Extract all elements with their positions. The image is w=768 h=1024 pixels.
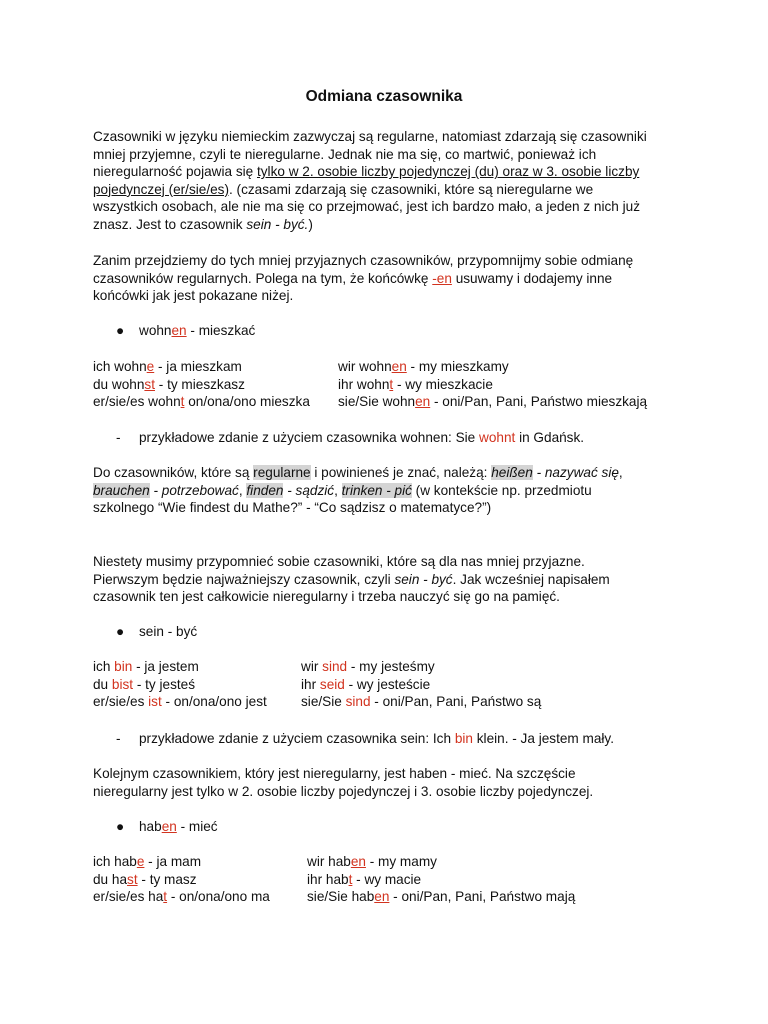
- verb-form: ist: [148, 694, 162, 709]
- conjugation-ihr-wohnen: [338, 376, 493, 394]
- text-line: końcówki jak jest pokazane niżej.: [93, 288, 294, 304]
- text-line: [93, 163, 683, 181]
- italic-highlighted-text: brauchen: [93, 482, 150, 498]
- verb-meaning: - mieć: [176, 819, 218, 834]
- text-span: ich: [93, 659, 115, 674]
- text-span: klein. - Ja jestem mały.: [472, 731, 614, 746]
- verb-form: sind: [345, 694, 371, 709]
- conjugation-er-haben: [93, 888, 270, 906]
- underlined-text: tylko w 2. osobie liczby pojedynczej (du) oraz w 3. osobie liczby: [256, 164, 640, 180]
- text-span: - ty masz: [137, 872, 197, 887]
- verb-stem: wohn: [139, 323, 172, 338]
- text-span: - oni/Pan, Pani, Państwo mają: [389, 889, 576, 904]
- text-span: du ha: [93, 872, 128, 887]
- text-span: przykładowe zdanie z użyciem czasownika sein: Ich: [139, 731, 455, 746]
- text-span: er/sie/es: [93, 694, 149, 709]
- conjugation-ich-haben: [93, 853, 201, 871]
- verb-ending: en: [374, 889, 390, 904]
- example-sein: [116, 730, 614, 748]
- text-span: wir: [301, 659, 323, 674]
- conjugation-wir-sein: [301, 658, 435, 676]
- text-span: - oni/Pan, Pani, Państwo mieszkają: [430, 394, 648, 409]
- text-span: . Jak wcześniej napisałem: [452, 571, 610, 587]
- text-span: ,: [238, 482, 247, 498]
- verb-ending: en: [391, 359, 407, 374]
- irregular-verbs-paragraph: [93, 553, 683, 606]
- verb-ending: t: [389, 377, 394, 392]
- text-line: [93, 464, 683, 482]
- verb-form: bist: [111, 677, 134, 692]
- verb-ending: e: [146, 359, 155, 374]
- text-line: nieregularny jest tylko w 2. osobie liczby pojedynczej i 3. osobie liczby pojedynczej.: [93, 783, 594, 799]
- text-span: sie/Sie: [301, 694, 346, 709]
- text-span: - wy jesteście: [344, 677, 431, 692]
- text-span: wir wohn: [338, 359, 392, 374]
- text-span: sie/Sie hab: [307, 889, 375, 904]
- text-span: in Gdańsk.: [515, 430, 585, 445]
- text-span: - wy macie: [352, 872, 422, 887]
- text-span: ich wohn: [93, 359, 147, 374]
- example-wohnen: [116, 429, 584, 447]
- haben-intro-paragraph: [93, 765, 683, 800]
- text-span: - oni/Pan, Pani, Państwo są: [370, 694, 542, 709]
- text-line: [93, 571, 683, 589]
- verb-ending: en: [161, 819, 177, 834]
- verb-label: sein - być: [139, 624, 198, 639]
- italic-text: - potrzebować: [149, 482, 239, 498]
- italic-highlighted-text: heißen: [491, 465, 533, 480]
- text-line: szkolnego “Wie findest du Mathe?” - “Co sądzisz o matematyce?”): [93, 500, 492, 516]
- document-title: Odmiana czasownika: [305, 88, 463, 105]
- conjugation-er-sein: [93, 693, 267, 711]
- text-span: (w kontekście np. przedmiotu: [411, 482, 592, 498]
- italic-highlighted-text: finden: [246, 482, 284, 498]
- text-line: Zanim przejdziemy do tych mniej przyjaznych czasowników, przypomnijmy sobie odmianę: [93, 253, 634, 268]
- text-span: er/sie/es ha: [93, 889, 164, 904]
- text-span: nieregularność pojawia się: [93, 164, 257, 180]
- italic-text: sein - być.: [246, 216, 309, 232]
- highlighted-ending: -en: [432, 270, 452, 286]
- conjugation-du-sein: [93, 676, 195, 694]
- bullet-icon: ●: [116, 323, 125, 338]
- text-span: sie/Sie wohn: [338, 394, 416, 409]
- verb-form: bin: [114, 659, 133, 674]
- conjugation-er-wohnen: [93, 393, 310, 411]
- text-span: usuwamy i dodajemy inne: [451, 270, 613, 286]
- bullet-icon: ●: [116, 624, 125, 639]
- conjugation-wir-haben: [307, 853, 437, 871]
- text-span: ,: [618, 465, 623, 480]
- conjugation-du-haben: [93, 871, 197, 889]
- text-span: - my mamy: [365, 854, 437, 869]
- text-span: du wohn: [93, 377, 145, 392]
- conjugation-ich-sein: [93, 658, 199, 676]
- text-span: - my mieszkamy: [406, 359, 509, 374]
- text-span: wir hab: [307, 854, 351, 869]
- conjugation-wir-wohnen: [338, 358, 509, 376]
- conjugation-ihr-sein: [301, 676, 430, 694]
- text-span: - on/ona/ono jest: [161, 694, 267, 709]
- dash-marker: -: [116, 731, 121, 746]
- verb-ending: t: [348, 872, 353, 887]
- text-span: - my jesteśmy: [347, 659, 435, 674]
- regular-verbs-paragraph: [93, 252, 683, 305]
- text-span: on/ona/ono mieszka: [184, 394, 310, 409]
- text-span: . (czasami zdarzają się czasowniki, które są nieregularne we: [229, 181, 594, 197]
- conjugation-sie-sein: [301, 693, 541, 711]
- verb-form: sind: [322, 659, 348, 674]
- italic-text: sein - być: [394, 571, 453, 587]
- text-span: ich hab: [93, 854, 137, 869]
- text-line: mniej przyjemne, czyli te nieregularne. Jednak nie ma się, co martwić, ponieważ ich: [93, 146, 597, 162]
- text-span: - ja mieszkam: [154, 359, 242, 374]
- bullet-icon: ●: [116, 819, 125, 834]
- text-span: ihr: [301, 677, 320, 692]
- verb-ending: st: [144, 377, 155, 392]
- highlighted-verb: wohnt: [479, 430, 516, 445]
- text-span: Pierwszym będzie najważniejszy czasownik, czyli: [93, 571, 395, 587]
- verb-stem: hab: [139, 819, 162, 834]
- conjugation-ihr-haben: [307, 871, 421, 889]
- text-span: i powinieneś je znać, należą:: [310, 465, 492, 480]
- text-span: znasz. Jest to czasownik: [93, 216, 247, 232]
- text-line: Czasowniki w języku niemieckim zazwyczaj są regularne, natomiast zdarzają się czasowniki: [93, 129, 647, 144]
- verb-ending: en: [415, 394, 431, 409]
- regular-verbs-list-paragraph: [93, 464, 683, 517]
- bullet-sein: [116, 623, 197, 641]
- bullet-haben: [116, 818, 218, 836]
- text-span: ihr wohn: [338, 377, 390, 392]
- italic-text: - sądzić: [283, 482, 335, 498]
- text-line: [93, 270, 683, 288]
- dash-marker: -: [116, 430, 121, 445]
- underlined-text: pojedynczej (er/sie/es): [93, 181, 229, 197]
- text-span: ): [308, 216, 313, 232]
- text-span: czasowników regularnych. Polega na tym, że końcówkę: [93, 270, 433, 286]
- text-span: du: [93, 677, 112, 692]
- verb-ending: e: [136, 854, 145, 869]
- conjugation-ich-wohnen: [93, 358, 242, 376]
- conjugation-sie-wohnen: [338, 393, 647, 411]
- text-span: - ty mieszkasz: [154, 377, 245, 392]
- text-line: [93, 181, 683, 199]
- intro-paragraph: [93, 128, 683, 234]
- verb-ending: t: [163, 889, 168, 904]
- verb-meaning: - mieszkać: [186, 323, 256, 338]
- text-line: [93, 482, 683, 500]
- conjugation-du-wohnen: [93, 376, 245, 394]
- text-span: - wy mieszkacie: [393, 377, 493, 392]
- bullet-wohnen: [116, 322, 255, 340]
- text-line: Kolejnym czasownikiem, który jest nieregularny, jest haben - mieć. Na szczęście: [93, 766, 576, 781]
- verb-ending: en: [350, 854, 366, 869]
- verb-ending: st: [127, 872, 138, 887]
- italic-highlighted-text: trinken - pić: [341, 482, 412, 498]
- conjugation-sie-haben: [307, 888, 575, 906]
- text-span: - ja jestem: [132, 659, 199, 674]
- text-span: przykładowe zdanie z użyciem czasownika wohnen: Sie: [139, 430, 480, 445]
- verb-ending: en: [171, 323, 187, 338]
- text-span: - on/ona/ono ma: [167, 889, 270, 904]
- italic-text: - nazywać się: [532, 465, 619, 480]
- text-line: czasownik ten jest całkowicie nieregularny i trzeba nauczyć się go na pamięć.: [93, 589, 560, 605]
- highlighted-verb: bin: [454, 731, 473, 746]
- text-span: ,: [334, 482, 342, 498]
- verb-form: seid: [319, 677, 345, 692]
- text-line: [93, 216, 683, 234]
- text-span: - ja mam: [144, 854, 202, 869]
- text-span: Do czasowników, które są: [93, 465, 254, 480]
- verb-ending: t: [180, 394, 185, 409]
- text-line: wszystkich osobach, ale nie ma się co przejmować, jest ich bardzo mało, a jeden z nich już: [93, 199, 641, 215]
- text-line: Niestety musimy przypomnieć sobie czasowniki, które są dla nas mniej przyjazne.: [93, 554, 585, 569]
- text-span: - ty jesteś: [133, 677, 196, 692]
- text-span: ihr hab: [307, 872, 349, 887]
- highlighted-text: regularne: [253, 465, 311, 480]
- text-span: er/sie/es wohn: [93, 394, 181, 409]
